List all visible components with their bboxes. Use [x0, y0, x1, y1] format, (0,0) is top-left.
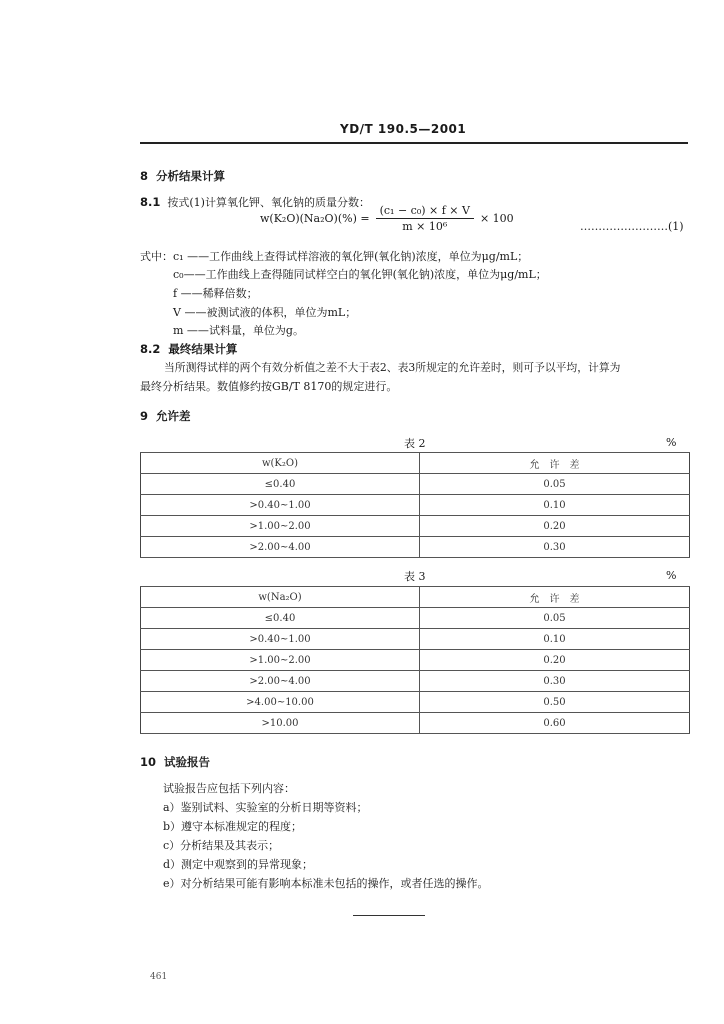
- table-row: [141, 608, 690, 629]
- section-9-number: 9: [140, 409, 149, 423]
- definition-text: 工作曲线上查得随同试样空白的氧化钾(氧化钠)浓度，单位为μg/mL；: [205, 268, 547, 281]
- table-cell: >10.00: [141, 713, 420, 734]
- table-2: [140, 452, 690, 558]
- definition-symbol: f ——: [173, 287, 203, 300]
- section-9-title: 允许差: [156, 409, 191, 423]
- table-row: [141, 713, 690, 734]
- table-header-cell: w(Na₂O): [141, 587, 420, 608]
- definition-text: 稀释倍数；: [202, 287, 258, 300]
- table-row: [141, 516, 690, 537]
- table-header-row: [141, 587, 690, 608]
- section-8-title: 分析结果计算: [156, 169, 226, 183]
- table-3-caption: 表 3: [404, 570, 426, 583]
- section-10-title: 试验报告: [164, 755, 211, 769]
- definition-text: 工作曲线上查得试样溶液的氧化钾(氧化钠)浓度，单位为μg/mL；: [209, 250, 529, 263]
- equation-number: ……………………(1): [580, 220, 684, 233]
- formula-denominator: m × 10⁶: [402, 220, 448, 233]
- list-item: d）测定中观察到的异常现象；: [163, 858, 314, 871]
- section-10-intro: 试验报告应包括下列内容：: [163, 782, 295, 795]
- table-cell: 0.60: [420, 713, 690, 734]
- table-header-cell: 允 许 差: [420, 453, 690, 474]
- list-item: b）遵守本标准规定的程度；: [163, 820, 303, 833]
- definition-c1: [140, 248, 528, 264]
- definition-text: 被测试液的体积，单位为mL；: [206, 306, 357, 319]
- table-cell: >0.40~1.00: [141, 629, 420, 650]
- table-cell: 0.05: [420, 608, 690, 629]
- table-3: [140, 586, 690, 734]
- table-cell: >1.00~2.00: [141, 650, 420, 671]
- formula-lhs: w(K₂O)(Na₂O)(%) =: [260, 212, 370, 225]
- definition-v: [173, 304, 356, 320]
- formula-rhs: × 100: [479, 212, 514, 225]
- definition-symbol: c₀——: [173, 268, 206, 281]
- table-cell: >1.00~2.00: [141, 516, 420, 537]
- table-cell: 0.50: [420, 692, 690, 713]
- document-header: YD/T 190.5—2001: [340, 122, 467, 136]
- section-8-2-paragraph-line1: 当所测得试样的两个有效分析值之差不大于表2、表3所规定的允许差时，则可予以平均，计算为: [164, 361, 621, 374]
- section-8-2-title: 最终结果计算: [168, 342, 238, 356]
- table-cell: 0.30: [420, 537, 690, 558]
- formula-1: [260, 204, 514, 233]
- table-cell: 0.05: [420, 474, 690, 495]
- table-cell: 0.20: [420, 650, 690, 671]
- formula-numerator: (c₁ − c₀) × f × V: [376, 204, 474, 219]
- table-row: [141, 650, 690, 671]
- definition-symbol: V ——: [173, 306, 207, 319]
- definition-symbol: m ——: [173, 324, 209, 337]
- table-row: [141, 629, 690, 650]
- table-row: [141, 671, 690, 692]
- formula-fraction: [376, 204, 474, 233]
- section-8-heading: [140, 168, 225, 184]
- list-item: c）分析结果及其表示；: [163, 839, 280, 852]
- table-2-caption: 表 2: [404, 437, 426, 450]
- table-cell: 0.10: [420, 629, 690, 650]
- table-cell: ≤0.40: [141, 608, 420, 629]
- definition-m: [173, 322, 304, 338]
- table-row: [141, 474, 690, 495]
- table-2-unit: %: [666, 436, 677, 449]
- definition-text: 试料量，单位为g。: [208, 324, 304, 337]
- table-row: [141, 692, 690, 713]
- section-8-1-number: 8.1: [140, 195, 161, 209]
- section-9-heading: [140, 408, 191, 424]
- section-10-number: 10: [140, 755, 157, 769]
- definition-symbol: 式中：c₁ ——: [140, 250, 210, 263]
- table-cell: 0.10: [420, 495, 690, 516]
- table-cell: 0.20: [420, 516, 690, 537]
- section-8-number: 8: [140, 169, 149, 183]
- table-row: [141, 495, 690, 516]
- section-8-2-heading: [140, 341, 237, 357]
- table-cell: 0.30: [420, 671, 690, 692]
- section-8-2-paragraph-line2: 最终分析结果。数值修约按GB/T 8170的规定进行。: [140, 380, 398, 393]
- section-8-1-text: 按式(1)计算氧化钾、氧化钠的质量分数：: [167, 196, 370, 209]
- table-3-unit: %: [666, 569, 677, 582]
- table-cell: >2.00~4.00: [141, 671, 420, 692]
- section-8-2-number: 8.2: [140, 342, 161, 356]
- table-cell: >4.00~10.00: [141, 692, 420, 713]
- list-item: a）鉴别试料、实验室的分析日期等资料；: [163, 801, 368, 814]
- page-number: 461: [150, 972, 168, 982]
- table-cell: >2.00~4.00: [141, 537, 420, 558]
- list-item: e）对分析结果可能有影响本标准未包括的操作，或者任选的操作。: [163, 877, 489, 890]
- definition-c0: [173, 266, 547, 282]
- definition-f: [173, 285, 258, 301]
- table-header-cell: 允 许 差: [420, 587, 690, 608]
- section-10-heading: [140, 754, 210, 770]
- table-header-cell: w(K₂O): [141, 453, 420, 474]
- table-header-row: [141, 453, 690, 474]
- table-cell: >0.40~1.00: [141, 495, 420, 516]
- end-divider: [353, 915, 425, 916]
- table-cell: ≤0.40: [141, 474, 420, 495]
- table-row: [141, 537, 690, 558]
- header-rule: [140, 142, 688, 144]
